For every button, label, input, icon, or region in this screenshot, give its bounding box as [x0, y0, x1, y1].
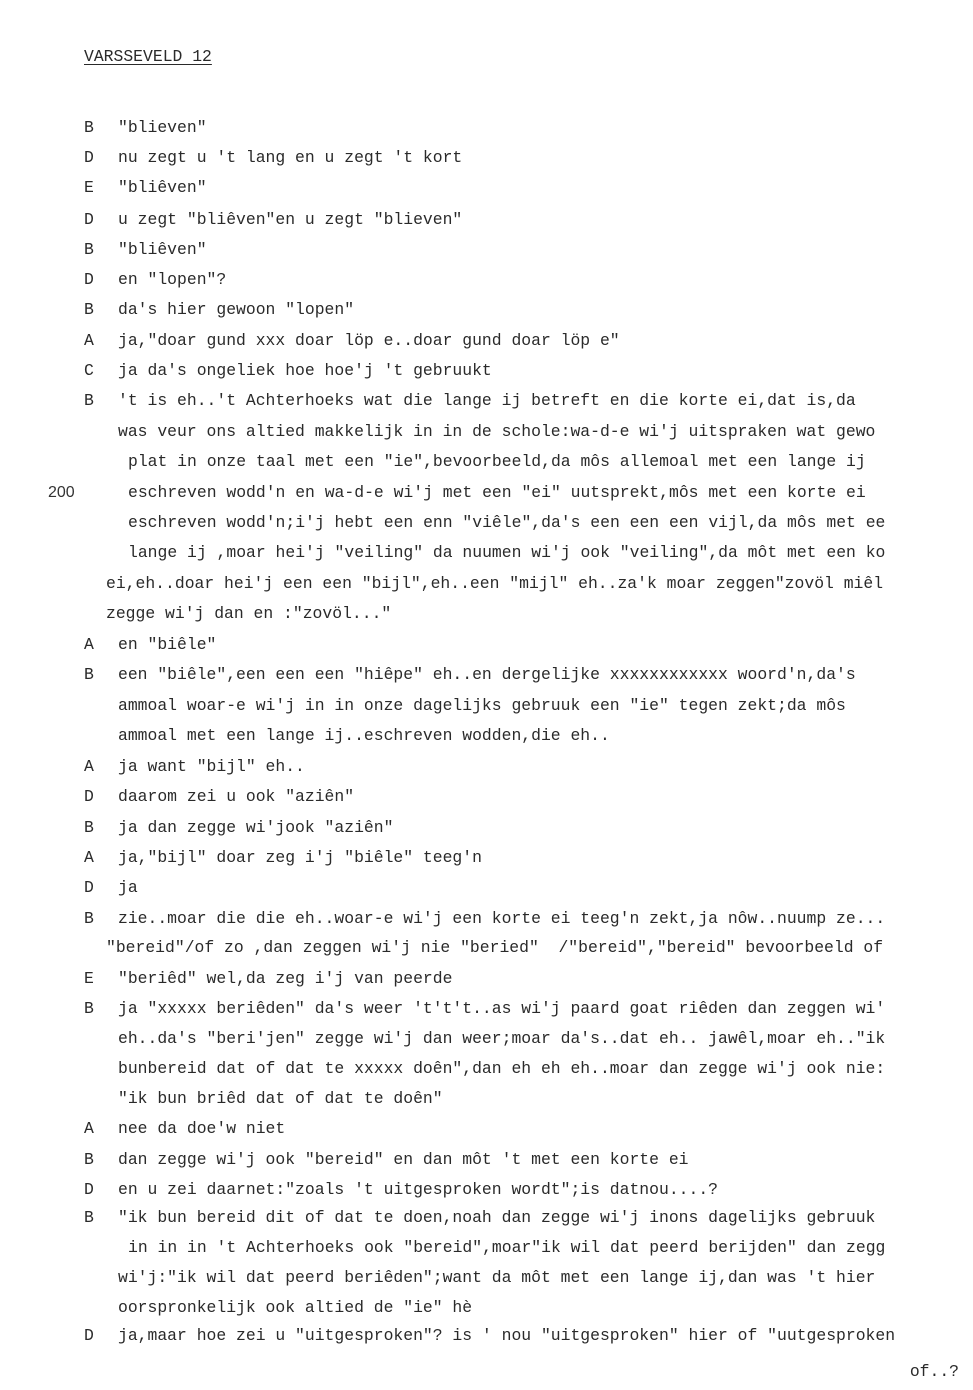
page-title: VARSSEVELD 12: [84, 47, 212, 66]
speaker-label: A: [84, 757, 94, 776]
speaker-label: B: [84, 240, 94, 259]
speaker-label: A: [84, 331, 94, 350]
transcript-line: en "lopen"?: [118, 270, 227, 289]
speaker-label: D: [84, 270, 94, 289]
transcript-line: nu zegt u 't lang en u zegt 't kort: [118, 148, 463, 167]
transcript-line: "blieven": [118, 118, 207, 137]
speaker-label: A: [84, 635, 94, 654]
speaker-label: D: [84, 210, 94, 229]
transcript-line: en u zei daarnet:"zoals 't uitgesproken wordt";is datnou....?: [118, 1180, 718, 1199]
transcript-line: oorspronkelijk ook altied de "ie" hè: [118, 1298, 473, 1317]
transcript-line: eh..da's "beri'jen" zegge wi'j dan weer;moar da's..dat eh.. jawêl,moar eh.."ik: [118, 1029, 886, 1048]
speaker-label: B: [84, 999, 94, 1018]
transcript-line: dan zegge wi'j ook "bereid" en dan môt 't met een korte ei: [118, 1150, 689, 1169]
transcript-line: u zegt "bliêven"en u zegt "blieven": [118, 210, 463, 229]
transcript-line: da's hier gewoon "lopen": [118, 300, 355, 319]
speaker-label: D: [84, 1180, 94, 1199]
speaker-label: E: [84, 969, 94, 988]
line-number: 200: [48, 484, 75, 501]
transcript-line: ja "xxxxx beriêden" da's weer 't't't..as wi'j paard goat riêden dan zeggen wi': [118, 999, 886, 1018]
speaker-label: B: [84, 818, 94, 837]
transcript-line: zegge wi'j dan en :"zovöl...": [106, 604, 392, 623]
transcript-line: ammoal met een lange ij..eschreven wodden,die eh..: [118, 726, 610, 745]
speaker-label: E: [84, 178, 94, 197]
speaker-label: B: [84, 118, 94, 137]
transcript-line: ja,maar hoe zei u "uitgesproken"? is ' nou "uitgesproken" hier of "uutgesproken: [118, 1326, 896, 1345]
speaker-label: A: [84, 1119, 94, 1138]
speaker-label: B: [84, 1208, 94, 1227]
transcript-line: ja want "bijl" eh..: [118, 757, 305, 776]
transcript-line: ja dan zegge wi'jook "aziên": [118, 818, 394, 837]
speaker-label: C: [84, 361, 94, 380]
transcript-line: in in in 't Achterhoeks ook "bereid",moar"ik wil dat peerd berijden" dan zegg: [128, 1238, 886, 1257]
transcript-line: "bereid"/of zo ,dan zeggen wi'j nie "beried" /"bereid","bereid" bevoorbeeld of: [106, 938, 884, 957]
speaker-label: D: [84, 1326, 94, 1345]
speaker-label: D: [84, 787, 94, 806]
speaker-label: B: [84, 300, 94, 319]
transcript-line: ei,eh..doar hei'j een een "bijl",eh..een "mijl" eh..za'k moar zeggen"zovöl miêl: [106, 574, 884, 593]
transcript-line: "bliêven": [118, 240, 207, 259]
transcript-line: een "biêle",een een een "hiêpe" eh..en dergelijke xxxxxxxxxxxx woord'n,da's: [118, 665, 856, 684]
transcript-line: eschreven wodd'n en wa-d-e wi'j met een "ei" uutsprekt,môs met een korte ei: [128, 483, 866, 502]
transcript-line: zie..moar die die eh..woar-e wi'j een korte ei teeg'n zekt,ja nôw..nuump ze...: [118, 909, 886, 928]
transcript-line: "ik bun bereid dit of dat te doen,noah dan zegge wi'j inons dagelijks gebruuk: [118, 1208, 876, 1227]
speaker-label: B: [84, 391, 94, 410]
transcript-line: wi'j:"ik wil dat peerd beriêden";want da môt met een lange ij,dan was 't hier: [118, 1268, 876, 1287]
transcript-line: "ik bun briêd dat of dat te doên": [118, 1089, 443, 1108]
transcript-line: was veur ons altied makkelijk in in de schole:wa-d-e wi'j uitspraken wat gewo: [118, 422, 876, 441]
transcript-line: "bliêven": [118, 178, 207, 197]
transcript-line: ja: [118, 878, 138, 897]
transcript-line: bunbereid dat of dat te xxxxx doên",dan eh eh eh..moar dan zegge wi'j ook nie:: [118, 1059, 886, 1078]
speaker-label: D: [84, 878, 94, 897]
speaker-label: D: [84, 148, 94, 167]
transcript-line: nee da doe'w niet: [118, 1119, 286, 1138]
transcript-line: daarom zei u ook "aziên": [118, 787, 355, 806]
transcript-line: ja da's ongeliek hoe hoe'j 't gebruukt: [118, 361, 492, 380]
transcript-line: 't is eh..'t Achterhoeks wat die lange ij betreft en die korte ei,dat is,da: [118, 391, 856, 410]
transcript-line: lange ij ,moar hei'j "veiling" da nuumen wi'j ook "veiling",da môt met een ko: [128, 543, 886, 562]
speaker-label: B: [84, 909, 94, 928]
transcript-line: "beriêd" wel,da zeg i'j van peerde: [118, 969, 453, 988]
transcript-line: ja,"bijl" doar zeg i'j "biêle" teeg'n: [118, 848, 482, 867]
closing-text: of..?: [909, 1362, 959, 1381]
transcript-line: eschreven wodd'n;i'j hebt een enn "viêle",da's een een een vijl,da môs met ee: [128, 513, 886, 532]
speaker-label: B: [84, 665, 94, 684]
speaker-label: B: [84, 1150, 94, 1169]
transcript-line: en "biêle": [118, 635, 217, 654]
transcript-line: ja,"doar gund xxx doar löp e..doar gund doar löp e": [118, 331, 620, 350]
speaker-label: A: [84, 848, 94, 867]
transcript-line: ammoal woar-e wi'j in in onze dagelijks gebruuk een "ie" tegen zekt;da môs: [118, 696, 846, 715]
transcript-line: plat in onze taal met een "ie",bevoorbeeld,da môs allemoal met een lange ij: [128, 452, 866, 471]
